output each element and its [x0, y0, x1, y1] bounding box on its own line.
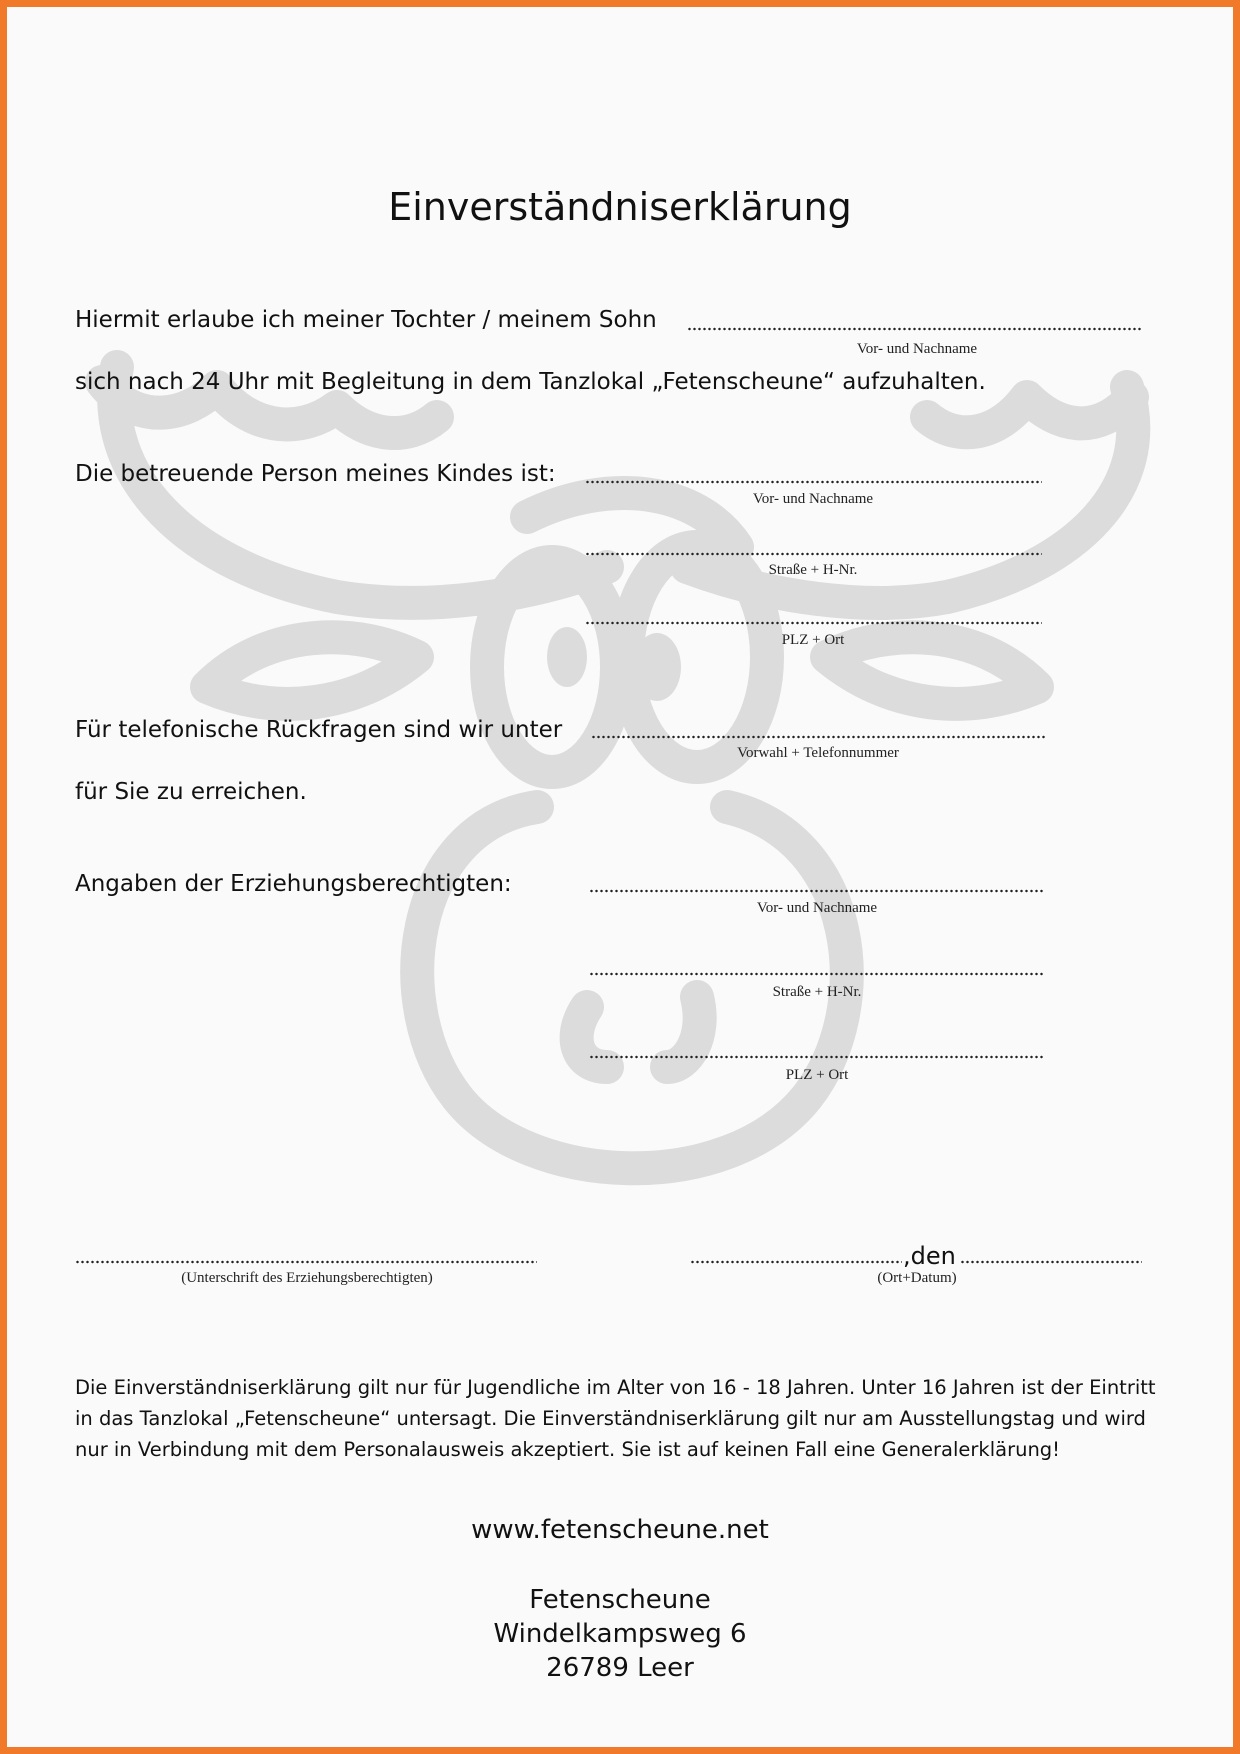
- supervisor-intro: Die betreuende Person meines Kindes ist:: [75, 461, 556, 487]
- phone-number-label: Vorwahl + Telefonnummer: [737, 745, 899, 761]
- guardian-name-label: Vor- und Nachname: [756, 900, 878, 916]
- supervisor-name-label: Vor- und Nachname: [752, 491, 874, 507]
- permission-line-2: sich nach 24 Uhr mit Begleitung in dem Tanzlokal „Fetenscheune“ aufzuhalten.: [75, 369, 986, 395]
- supervisor-city-label: PLZ + Ort: [781, 632, 845, 648]
- footer-street: Windelkampsweg 6: [493, 1619, 747, 1649]
- guardian-name-field[interactable]: [589, 889, 1044, 893]
- permission-line-1: Hiermit erlaube ich meiner Tochter / meinem Sohn: [75, 307, 657, 333]
- den-label: ,den: [903, 1242, 956, 1270]
- page-title: Einverständniserklärung: [388, 185, 852, 229]
- signature-label: (Unterschrift des Erziehungsberechtigten): [181, 1270, 433, 1286]
- validity-notice: Die Einverständniserklärung gilt nur für Jugendliche im Alter von 16 - 18 Jahren. Unter 16 Jahren ist der Eintritt in das Tanzlokal „Fetenscheune“ untersagt. Die Einverständniserklärung gilt nur am Ausstellungstag und wird nur in Verbindung mit dem Personalausweis akzeptiert. Sie ist auf keinen Fall eine Generalerklärung!: [75, 1376, 1156, 1461]
- guardian-street-label: Straße + H-Nr.: [772, 984, 862, 1000]
- footer-name: Fetenscheune: [529, 1585, 711, 1615]
- phone-intro: Für telefonische Rückfragen sind wir unter: [75, 717, 563, 743]
- guardian-street-field[interactable]: [589, 972, 1044, 976]
- supervisor-street-field[interactable]: [585, 552, 1042, 556]
- place-field[interactable]: [690, 1260, 902, 1264]
- supervisor-name-field[interactable]: [585, 480, 1042, 484]
- guardian-city-field[interactable]: [589, 1055, 1044, 1059]
- supervisor-street-label: Straße + H-Nr.: [768, 562, 858, 578]
- child-name-label: Vor- und Nachname: [856, 341, 978, 357]
- website-link[interactable]: www.fetenscheune.net: [471, 1515, 769, 1545]
- guardian-city-label: PLZ + Ort: [785, 1067, 849, 1083]
- supervisor-city-field[interactable]: [585, 621, 1042, 625]
- phone-outro: für Sie zu erreichen.: [75, 779, 307, 805]
- place-date-label: (Ort+Datum): [877, 1270, 957, 1286]
- footer-city: 26789 Leer: [546, 1653, 694, 1683]
- guardian-signature-field[interactable]: [75, 1260, 537, 1264]
- phone-number-field[interactable]: [591, 735, 1045, 739]
- guardian-intro: Angaben der Erziehungsberechtigten:: [75, 871, 512, 897]
- child-name-field[interactable]: [687, 327, 1142, 331]
- date-field[interactable]: [960, 1260, 1142, 1264]
